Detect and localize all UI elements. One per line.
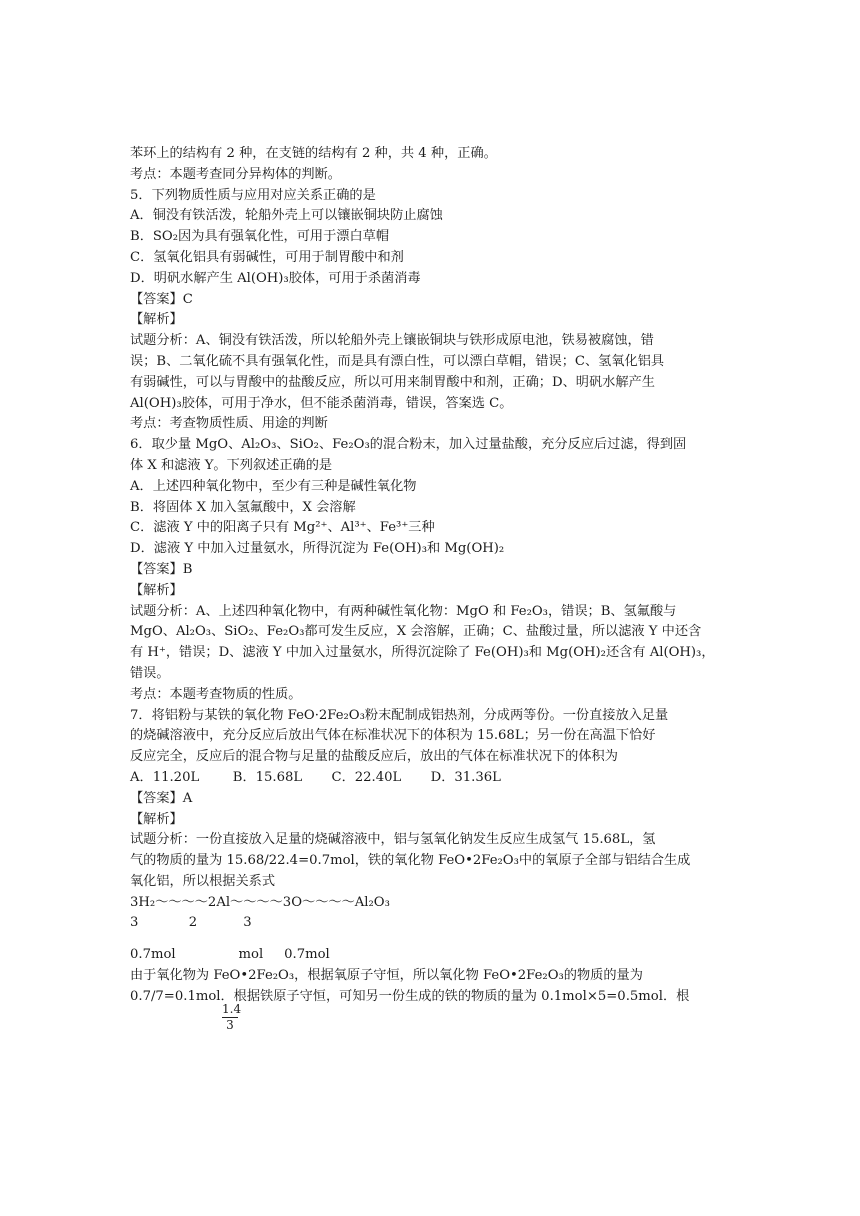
text-line: 错误。 xyxy=(130,665,170,681)
option-b: B．将固体 X 加入氢氟酸中，X 会溶解 xyxy=(130,499,356,515)
coefficient-line: 3 2 3 xyxy=(130,915,252,931)
text-line: 由于氧化物为 FeO•2Fe₂O₃，根据氧原子守恒，所以氧化物 FeO•2Fe₂O₃的物质的量为 xyxy=(130,968,643,984)
text-line: 试题分析：一份直接放入足量的烧碱溶液中，铝与氢氧化钠发生反应生成氢气 15.68L，氢 xyxy=(130,832,656,848)
option-a: A．铜没有铁活泼，轮船外壳上可以镶嵌铜块防止腐蚀 xyxy=(130,208,443,224)
analysis-label: 【解析】 xyxy=(130,312,183,328)
text-line: 考点：考查物质性质、用途的判断 xyxy=(130,416,328,432)
text-line: 误；B、二氧化硫不具有强氧化性，而是具有漂白性，可以漂白草帽，错误；C、氢氧化铝具 xyxy=(130,353,665,369)
text-line: MgO、Al₂O₃、SiO₂、Fe₂O₃都可发生反应，X 会溶解，正确；C、盐酸过量，所以滤液 Y 中还含 xyxy=(130,624,702,640)
analysis-label: 【解析】 xyxy=(130,582,183,598)
text-line: 的烧碱溶液中，充分反应后放出气体在标准状况下的体积为 15.68L；另一份在高温下恰好 xyxy=(130,728,656,744)
options-row: A．11.20L B．15.68L C．22.40L D．31.36L xyxy=(130,769,501,785)
option-d: D．明矾水解产生 Al(OH)₃胶体，可用于杀菌消毒 xyxy=(130,270,421,286)
option-c: C．滤液 Y 中的阳离子只有 Mg²⁺、Al³⁺、Fe³⁺三种 xyxy=(130,520,435,536)
text-line: 有 H⁺，错误；D、滤液 Y 中加入过量氨水，所得沉淀除了 Fe(OH)₃和 Mg(OH)₂还含有 Al(OH)₃， xyxy=(130,645,715,661)
question-7-stem: 7．将铝粉与某铁的氧化物 FeO·2Fe₂O₃粉末配制成铝热剂，分成两等份。一份直接放入足量 xyxy=(130,707,669,723)
analysis-label: 【解析】 xyxy=(130,811,183,827)
text-line: 气的物质的量为 15.68/22.4=0.7mol，铁的氧化物 FeO•2Fe₂O₃中的氧原子全部与铝结合生成 xyxy=(130,853,691,869)
option-a: A．上述四种氧化物中，至少有三种是碱性氧化物 xyxy=(130,478,417,494)
text-line: 氧化铝，所以根据关系式 xyxy=(130,873,276,889)
answer-label: 【答案】C xyxy=(130,291,193,307)
question-5-stem: 5．下列物质性质与应用对应关系正确的是 xyxy=(130,187,376,203)
text-line: 反应完全，反应后的混合物与足量的盐酸反应后，放出的气体在标准状况下的体积为 xyxy=(130,749,618,765)
option-d: D．滤液 Y 中加入过量氨水，所得沉淀为 Fe(OH)₃和 Mg(OH)₂ xyxy=(130,541,505,557)
text-line: 0.7/7=0.1mol．根据铁原子守恒，可知另一份生成的铁的物质的量为 0.1mol×5=0.5mol．根 xyxy=(130,989,690,1005)
amount-line: 0.7mol mol 0.7mol xyxy=(130,947,330,963)
text-line: 苯环上的结构有 2 种，在支链的结构有 2 种，共 4 种，正确。 xyxy=(130,146,497,161)
document-page xyxy=(130,144,735,1008)
question-6-stem: 6．取少量 MgO、Al₂O₃、SiO₂、Fe₂O₃的混合粉末，加入过量盐酸，充分反应后过滤，得到固 xyxy=(130,437,687,453)
fraction-numerator: 1.4 xyxy=(222,1002,242,1016)
text-line: 考点：本题考查同分异构体的判断。 xyxy=(130,166,341,182)
text-line: 有弱碱性，可以与胃酸中的盐酸反应，所以可用来制胃酸中和剂，正确；D、明矾水解产生 xyxy=(130,374,655,390)
text-line: Al(OH)₃胶体，可用于净水，但不能杀菌消毒，错误，答案选 C。 xyxy=(130,395,513,411)
text-line: 试题分析：A、上述四种氧化物中，有两种碱性氧化物：MgO 和 Fe₂O₃，错误；B、氢氟酸与 xyxy=(130,603,677,619)
text-line: 体 X 和滤液 Y。下列叙述正确的是 xyxy=(130,457,333,473)
answer-label: 【答案】A xyxy=(130,790,193,806)
text-line: 试题分析：A、铜没有铁活泼，所以轮船外壳上镶嵌铜块与铁形成原电池，铁易被腐蚀，错 xyxy=(130,333,654,349)
fraction-1-4-over-3 xyxy=(222,1002,242,1032)
option-b: B．SO₂因为具有强氧化性，可用于漂白草帽 xyxy=(130,229,390,245)
fraction-denominator: 3 xyxy=(226,1018,234,1032)
option-c: C．氢氧化铝具有弱碱性，可用于制胃酸中和剂 xyxy=(130,249,404,265)
answer-label: 【答案】B xyxy=(130,561,193,577)
relation-line: 3H₂～～～～2Al～～～～3O～～～～Al₂O₃ xyxy=(130,894,390,910)
text-line: 考点：本题考查物质的性质。 xyxy=(130,686,302,702)
